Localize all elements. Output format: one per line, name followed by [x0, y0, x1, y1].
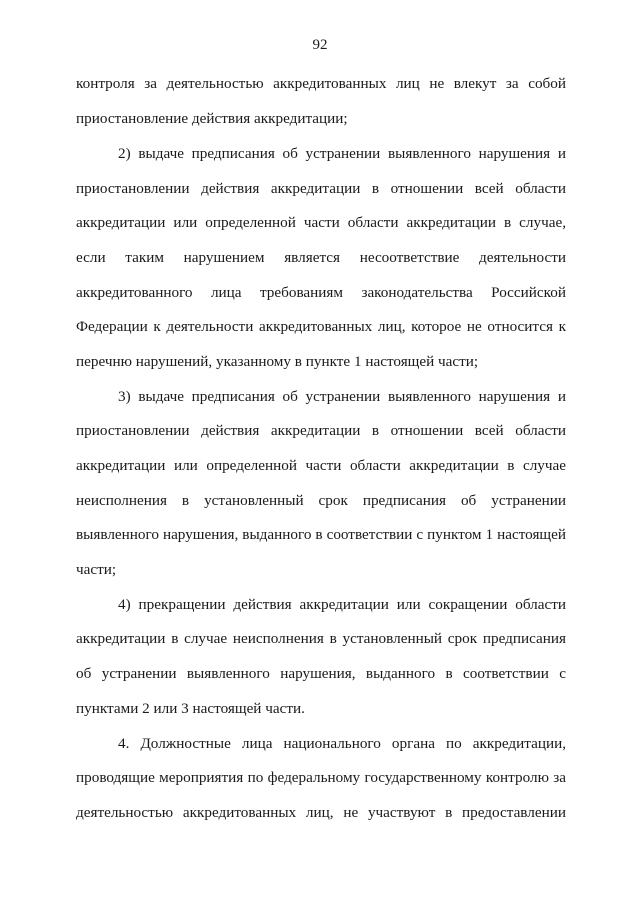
text-line: перечню нарушений, указанному в пункте 1 настоящей части;	[76, 353, 479, 370]
text-line: приостановление действия аккредитации;	[76, 110, 348, 127]
text-line: выявленного нарушения, выданного в соответствии с пунктом 1 настоящей	[76, 526, 566, 543]
text-line: проводящие мероприятия по федеральному государственному контролю за	[76, 769, 566, 786]
text-line: аккредитованного лица требованиям законодательства Российской	[76, 284, 566, 301]
text-line: части;	[76, 561, 117, 578]
text-line: 4. Должностные лица национального органа по аккредитации,	[118, 735, 566, 752]
text-line: приостановлении действия аккредитации в отношении всей области	[76, 180, 566, 197]
text-line: об устранении выявленного нарушения, выданного в соответствии с	[76, 665, 566, 682]
text-line: контроля за деятельностью аккредитованных лиц не влекут за собой	[76, 75, 566, 92]
text-line: неисполнения в установленный срок предписания об устранении	[76, 492, 566, 509]
text-line: Федерации к деятельности аккредитованных лиц, которое не относится к	[76, 318, 566, 335]
text-line: деятельностью аккредитованных лиц, не участвуют в предоставлении	[76, 804, 566, 821]
text-line: приостановлении действия аккредитации в отношении всей области	[76, 422, 566, 439]
text-line: 3) выдаче предписания об устранении выявленного нарушения и	[118, 388, 566, 405]
text-line: 4) прекращении действия аккредитации или сокращении области	[118, 596, 566, 613]
text-line: пунктами 2 или 3 настоящей части.	[76, 700, 305, 717]
page-number: 92	[312, 37, 328, 53]
text-line: 2) выдаче предписания об устранении выявленного нарушения и	[118, 145, 566, 162]
text-line: аккредитации в случае неисполнения в установленный срок предписания	[76, 630, 566, 647]
text-line: аккредитации или определенной части области аккредитации в случае,	[76, 214, 566, 231]
text-line: если таким нарушением является несоответствие деятельности	[76, 249, 566, 266]
text-line: аккредитации или определенной части области аккредитации в случае	[76, 457, 566, 474]
